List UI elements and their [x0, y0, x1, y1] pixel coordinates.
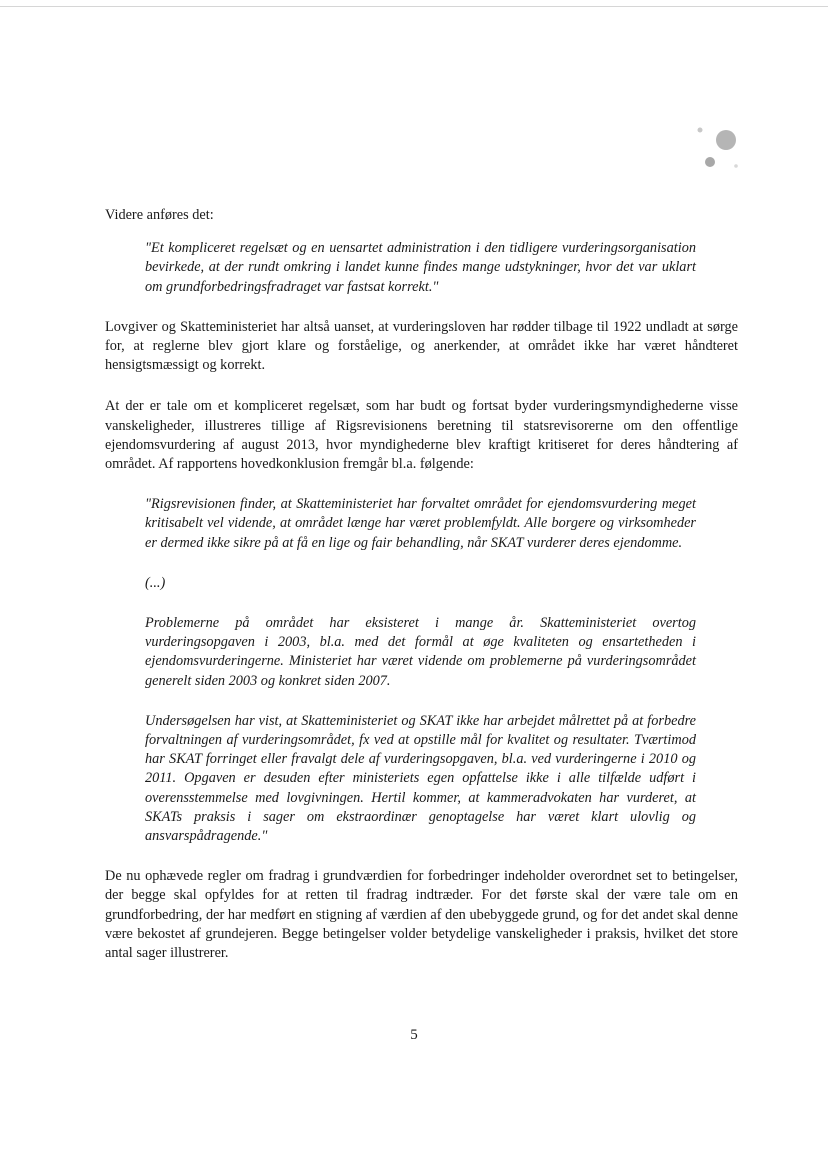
page-top-edge — [0, 6, 828, 7]
quote-block-2c: Undersøgelsen har vist, at Skatteministeriet og SKAT ikke har arbejdet målrettet på at forbedre forvaltningen af vurderingsområdet, fx ved at opstille mål for kvalitet og resultater. Tværtimod har SKAT forringet eller fravalgt dele af vurderingsopgaven, bl.a. ved vurderingerne i 2010 og 2011. Opgaven er desuden efter ministeriets egen opfattelse ikke i alle tilfælde udført i overensstemmelse med lovgivningen. Hertil kommer, at kammeradvokaten har vurderet, at SKATs praksis i sager om ekstraordinær genoptagelse har været klart ulovlig og ansvarspådragende." — [145, 712, 696, 845]
paragraph-2: At der er tale om et kompliceret regelsæt, som har budt og fortsat byder vurderingsmyndighederne visse vanskeligheder, illustreres tillige af Rigsrevisionens beretning til statsrevisorerne om den offentlige ejendomsvurdering af august 2013, hvor myndighederne blev kraftigt kritiseret for deres håndtering af området. Af rapportens hovedkonklusion fremgår bl.a. følgende: — [105, 398, 738, 473]
quote-block-1: "Et kompliceret regelsæt og en uensartet administration i den tidligere vurderingsorganisation bevirkede, at der rundt omkring i landet kunne findes mange udstykninger, hvor det var uklart om grundforbedringsfradraget var fastsat korrekt." — [145, 240, 696, 295]
paragraph-1: Lovgiver og Skatteministeriet har altså uanset, at vurderingsloven har rødder tilbage til 1922 undladt at sørge for, at reglerne blev gjort klare og forståelige, og anerkender, at området ikke har været håndteret hensigtsmæssigt og korrekt. — [105, 318, 738, 374]
quote-block-2a: "Rigsrevisionen finder, at Skatteministeriet har forvaltet området for ejendomsvurdering meget kritisabelt vel vidende, at området længe har været problemfyldt. Alle borgere og virksomheder er dermed ikke sikre på at få en lige og fair behandling, når SKAT vurderer deres ejendomme. — [145, 496, 696, 551]
document-body — [105, 206, 738, 963]
quote-block-2b: Problemerne på området har eksisteret i mange år. Skatteministeriet overtog vurderingsopgaven i 2003, bl.a. med det formål at øge kvaliteten og ensartetheden i ejendomsvurderingerne. Ministeriet har været vidende om problemerne på vurderingsområdet generelt siden 2003 og konkret siden 2007. — [145, 615, 696, 689]
intro-line: Videre anføres det: — [105, 207, 214, 223]
page-number: 5 — [410, 1027, 418, 1043]
paragraph-3: De nu ophævede regler om fradrag i grundværdien for forbedringer indeholder overordnet set to betingelser, der begge skal opfyldes for at retten til fradrag indtræder. For det første skal der være tale om en grundforbedring, der har medført en stigning af værdien af den ubebyggede grund, og for det andet skal denne være bekostet af grundejeren. Begge betingelser volder betydelige vanskeligheder i praksis, hvilket det store antal sager illustrerer. — [105, 868, 738, 962]
dot-logo-icon — [690, 120, 750, 180]
quote-ellipsis: (...) — [145, 574, 166, 591]
